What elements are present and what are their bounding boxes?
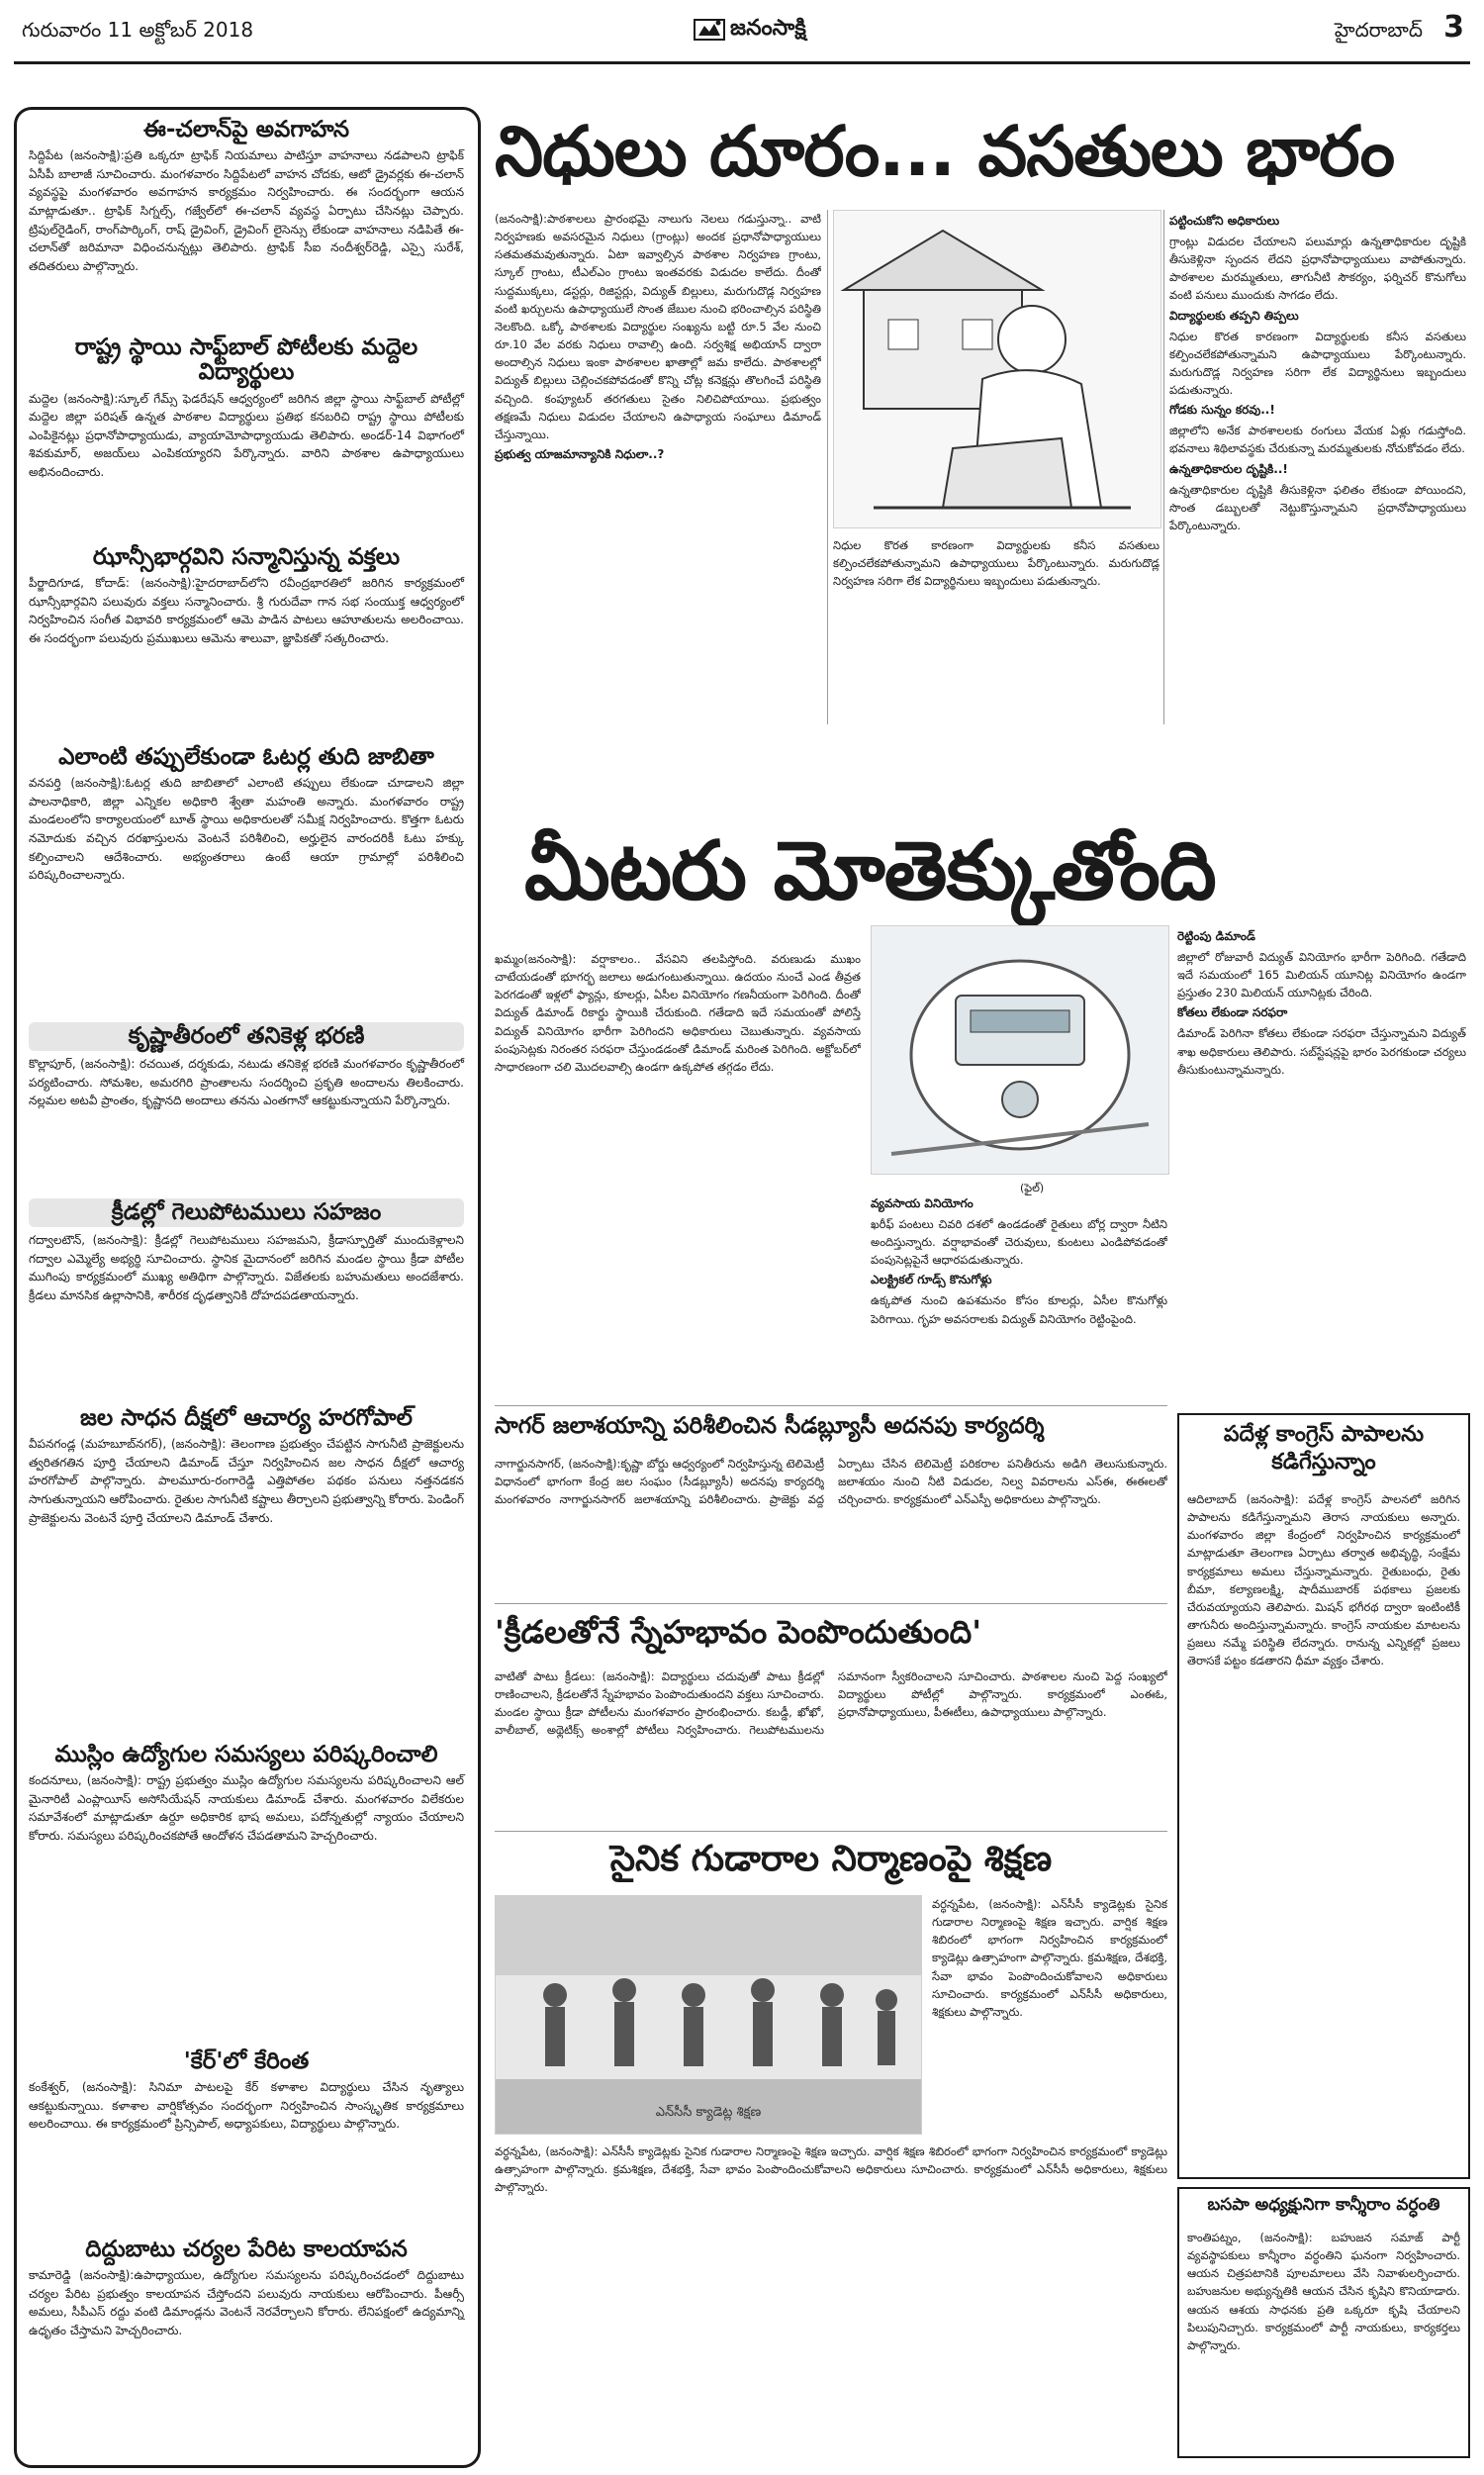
left-story-headline: ఎలాంటి తప్పులేకుండా ఓటర్ల తుది జాబితా <box>58 744 434 770</box>
ncc-headline: సైనిక గుడారాల నిర్మాణంపై శిక్షణ <box>609 1839 1053 1879</box>
section-divider <box>495 1831 1167 1832</box>
meter-subhead-2: ఎలక్ట్రికల్‌ గూడ్స్‌ కొనుగోళ్లు <box>871 1273 992 1287</box>
meter-photo <box>871 925 1169 1194</box>
masthead <box>0 0 1484 69</box>
sports-story-body: వాటితో పాటు క్రీడలు: (జనంసాక్షి): విద్యార్థులు చదువుతో పాటు క్రీడల్లో రాణించాలని, క్రీడలతోనే స్నేహభావం పెంపొందుతుందని వక్తలు సూచించారు. మండల స్థాయి క్రీడా పోటీలను మంగళవారం ప్రారంభించారు. కబడ్డీ, ఖోఖో, వాలీబాల్‌, అథ్లెటిక్స్‌ అంశాల్లో పోటీలు నిర్వహించారు. గెలుపోటములను సమానంగా స్వీకరించాలని సూచించారు. పాఠశాలల నుంచి పెద్ద సంఖ్యలో విద్యార్థులు పోటీల్లో పాల్గొన్నారు. కార్యక్రమంలో ఎంఈఓ, ప్రధానోపాధ్యాయులు, పీఈటీలు, ఉపాధ్యాయులు పాల్గొన్నారు. <box>495 1669 1167 1738</box>
kanshiram-story-body: కాంతిపట్నం, (జనంసాక్షి): బహుజన సమాజ్‌ పార్టీ వ్యవస్థాపకులు కాన్శీరాం వర్ధంతిని ఘనంగా నిర్వహించారు. ఆయన చిత్రపటానికి పూలమాలలు వేసి నివాళులర్పించారు. బహుజనుల అభ్యున్నతికి ఆయన చేసిన కృషిని కొనియాడారు. ఆయన ఆశయ సాధనకు ప్రతి ఒక్కరూ కృషి చేయాలని పిలుపునిచ్చారు. కార్యక్రమంలో పార్టీ నాయకులు, కార్యకర్తలు పాల్గొన్నారు. <box>1187 2231 1460 2352</box>
sports-story-text <box>495 1667 1167 1826</box>
lead-subhead-2-body: నిధుల కొరత కారణంగా విద్యార్థులకు కనీస వసతులు కల్పించలేకపోతున్నామని ఉపాధ్యాయులు పేర్కొంటున్నారు. మరుగుదొడ్ల నిర్వహణ సరిగా లేక విద్యార్థినులు ఇబ్బందులు పడుతున్నారు. <box>1169 329 1466 398</box>
lead-subhead-1: పట్టించుకోని అధికారులు <box>1169 214 1280 228</box>
sagar-story-body: నాగార్జునసాగర్‌, (జనంసాక్షి):కృష్ణా బోర్డు ఆధ్వర్యంలో నిర్వహిస్తున్న టెలిమెట్రీ విధానంలో భాగంగా కేంద్ర జల సంఘం (సీడబ్ల్యూసీ) అదనపు కార్యదర్శి మంగళవారం నాగార్జునసాగర్‌ జలాశయాన్ని పరిశీలించారు. ప్రాజెక్టు వద్ద ఏర్పాటు చేసిన టెలిమెట్రీ పరికరాల పనితీరును అడిగి తెలుసుకున్నారు. జలాశయం నుంచి నీటి విడుదల, నిల్వ వివరాలను ఎస్‌ఈ, ఈఈలతో చర్చించారు. కార్యక్రమంలో ఎన్‌ఎస్పీ అధికారులు పాల్గొన్నారు. <box>495 1457 1167 1507</box>
section-divider <box>495 1603 1167 1604</box>
issue-date: గురువారం 11 అక్టోబర్‌ 2018 <box>22 18 254 42</box>
congress-story-body: ఆదిలాబాద్‌ (జనంసాక్షి): పదేళ్ల కాంగ్రెస్‌ పాలనలో జరిగిన పాపాలను కడిగేస్తున్నామని తెరాస నాయకులు అన్నారు. మంగళవారం జిల్లా కేంద్రంలో నిర్వహించిన కార్యక్రమంలో మాట్లాడుతూ తెలంగాణ ఏర్పాటు తర్వాత అభివృద్ధి, సంక్షేమ కార్యక్రమాలు అమలు చేస్తున్నామన్నారు. రైతుబంధు, రైతు బీమా, కల్యాణలక్ష్మి, షాదీముబారక్‌ పథకాలు ప్రజలకు చేరువయ్యాయని తెలిపారు. మిషన్‌ భగీరథ ద్వారా ఇంటింటికీ తాగునీరు అందిస్తున్నామన్నారు. కాంగ్రెస్‌ నాయకుల మాటలను ప్రజలు నమ్మే పరిస్థితి లేదన్నారు. రానున్న ఎన్నికల్లో ప్రజలు తెరాసకే పట్టం కడతారని ధీమా వ్యక్తం చేశారు. <box>1187 1492 1460 1668</box>
left-story-10 <box>29 2237 464 2340</box>
logo-emblem-icon <box>693 14 726 44</box>
lead-subhead-4-body: ఉన్నతాధికారుల దృష్టికి తీసుకెళ్లినా ఫలితం లేకుండా పోయిందని, సొంత డబ్బులతో నెట్టుకొస్తున్నామని ప్రధానోపాధ్యాయులు పేర్కొంటున్నారు. <box>1169 482 1466 532</box>
paper-logo <box>693 10 841 49</box>
ncc-story-side <box>932 1895 1167 2133</box>
ncc-cadets-photo <box>496 1896 921 2134</box>
left-story-4 <box>29 745 464 885</box>
meter-story-body: ఖమ్మం(జనంసాక్షి): వర్షాకాలం.. వేసవిని తలపిస్తోంది. వరుణుడు ముఖం చాటేయడంతో భూగర్భ జలాలు అడుగంటుతున్నాయి. ఉదయం నుంచే ఎండ తీవ్రత పెరగడంతో ఇళ్లలో ఫ్యాన్లు, కూలర్లు, ఏసీల వినియోగం గణనీయంగా పెరిగింది. దీంతో విద్యుత్‌ డిమాండ్‌ రికార్డు స్థాయికి చేరుకుంది. గతేడాది ఇదే సమయంతో పోలిస్తే విద్యుత్‌ వినియోగం భారీగా పెరిగిందని అధికారులు చెబుతున్నారు. వ్యవసాయ పంపుసెట్లకు నిరంతర సరఫరా చేస్తుండడంతో డిమాండ్‌ మరింత పెరిగింది. అక్టోబర్‌లో సాధారణంగా చలి మొదలవాల్సి ఉండగా ఉక్కపోత తగ్గడం లేదు. <box>495 952 861 1074</box>
left-story-8 <box>29 1743 464 1846</box>
column-divider <box>1163 210 1164 724</box>
sagar-headline: సాగర్‌ జలాశయాన్ని పరిశీలించిన సీడబ్ల్యూసీ అదనపు కార్యదర్శి <box>495 1413 1045 1439</box>
page-number: 3 <box>1443 10 1464 45</box>
meter-story-side <box>1177 925 1466 1395</box>
left-story-headline: ఝాన్సీభార్గవిని సన్మానిస్తున్న వక్తలు <box>92 544 401 570</box>
left-story-9 <box>29 2049 464 2134</box>
left-story-headline: ఈ-చలాన్‌పై అవగాహన <box>142 117 350 143</box>
ncc-photo-label: ఎన్‌సీసీ క్యాడెట్ల శిక్షణ <box>655 2105 762 2120</box>
meter-subhead-1: వ్యవసాయ వినియోగం <box>871 1196 974 1210</box>
left-story-body: కొల్లాపూర్‌, (జనంసాక్షి): రచయిత, దర్శకుడు, నటుడు తనికెళ్ల భరణి మంగళవారం కృష్ణాతీరంలో పర్యటించారు. సోమశిల, అమరగిరి ప్రాంతాలను సందర్శించి ప్రకృతి అందాలను తిలకించారు. నల్లమల అటవీ ప్రాంతం, కృష్ణానది అందాలు తనను ఎంతగానో ఆకట్టుకున్నాయని పేర్కొన్నారు. <box>29 1057 464 1108</box>
ncc-photo <box>495 1895 922 2135</box>
lead-story-side <box>1169 210 1466 724</box>
left-story-headline: జల సాధన దీక్షలో ఆచార్య హరగోపాల్‌ <box>80 1405 413 1431</box>
left-story-body: మద్దెల (జనంసాక్షి):స్కూల్‌ గేమ్స్‌ ఫెడరేషన్‌ ఆధ్వర్యంలో జరిగిన జిల్లా స్థాయి సాఫ్ట్‌బాల్‌ పోటీల్లో మద్దెల జిల్లా పరిషత్‌ ఉన్నత పాఠశాల విద్యార్థులు ప్రతిభ కనబరిచి రాష్ట్ర స్థాయి పోటీలకు ఎంపికైనట్లు ప్రధానోపాధ్యాయుడు, వ్యాయామోపాధ్యాయుడు తెలిపారు. అండర్‌-14 విభాగంలో శివకుమార్‌, అజయ్‌లు ఎంపికయ్యారని పేర్కొన్నారు. వారిని పాఠశాల ఉపాధ్యాయులు అభినందించారు. <box>29 391 464 479</box>
lead-story-continued-body: నిధుల కొరత కారణంగా విద్యార్థులకు కనీస వసతులు కల్పించలేకపోతున్నామని ఉపాధ్యాయులు పేర్కొంటున్నారు. మరుగుదొడ్ల నిర్వహణ సరిగా లేక విద్యార్థినులు ఇబ్బందులు పడుతున్నారు. <box>833 538 1159 589</box>
lead-subhead-3: గోడకు సున్నం కరవు..! <box>1169 403 1275 418</box>
left-story-body: కందనూలు, (జనంసాక్షి): రాష్ట్ర ప్రభుత్వం ముస్లిం ఉద్యోగుల సమస్యలను పరిష్కరించాలని ఆల్‌ మైనారిటీ ఎంప్లాయీస్‌ అసోసియేషన్‌ నాయకులు డిమాండ్‌ చేశారు. మంగళవారం విలేకరుల సమావేశంలో మాట్లాడుతూ ఉర్దూ అధికారిక భాష అమలు, పదోన్నతుల్లో న్యాయం చేయాలని కోరారు. సమస్యలు పరిష్కరించకపోతే ఆందోళన చేపడతామని హెచ్చరించారు. <box>29 1773 464 1844</box>
left-story-1 <box>29 118 464 275</box>
lead-story-continued <box>833 536 1159 724</box>
left-story-body: కంకేశ్వర్‌, (జనంసాక్షి): సినిమా పాటలపై కేర్‌ కళాశాల విద్యార్థులు చేసిన నృత్యాలు ఆకట్టుకున్నాయి. కళాశాల వార్షికోత్సవం సందర్భంగా నిర్వహించిన సాంస్కృతిక కార్యక్రమాలు అలరించాయి. ఈ కార్యక్రమంలో ప్రిన్సిపాల్‌, అధ్యాపకులు, విద్యార్థులు పాల్గొన్నారు. <box>29 2080 464 2132</box>
left-story-headline: దిద్దుబాటు చర్యల పేరిట కాలయాపన <box>85 2237 408 2262</box>
left-story-body: పీర్జాదిగూడ, కోదాడ్‌: (జనంసాక్షి):హైదరాబాద్‌లోని రవీంద్రభారతిలో జరిగిన కార్యక్రమంలో ఝాన్సీభార్గవిని పలువురు వక్తలు సన్మానించారు. శ్రీ గురుదేవా గాన సభ సంయుక్త ఆధ్వర్యంలో నిర్వహించిన సంగీత విభావరి కార్యక్రమంలో ఆమె పాడిన పాటలు ఆహూతులను అలరించాయి. ఈ సందర్భంగా పలువురు ప్రముఖులు ఆమెను శాలువా, జ్ఞాపికతో సత్కరించారు. <box>29 576 464 646</box>
left-story-3 <box>29 545 464 648</box>
lead-story-body: (జనంసాక్షి):పాఠశాలలు ప్రారంభమై నాలుగు నెలలు గడుస్తున్నా.. వాటి నిర్వహణకు అవసరమైన నిధులు (గ్రాంట్లు) అందక ప్రధానోపాధ్యాయులు సతమతమవుతున్నారు. ఏటా ఇవ్వాల్సిన పాఠశాల నిర్వహణ గ్రాంటు, స్కూల్‌ గ్రాంటు, టీఎల్‌ఎం గ్రాంటు ఇంతవరకు విడుదల కాలేదు. దీంతో సుద్దముక్కలు, డస్టర్లు, రిజిస్టర్లు, విద్యుత్‌ బిల్లులు, మరుగుదొడ్ల నిర్వహణ వంటి ఖర్చులను ఉపాధ్యాయులే సొంత జేబుల నుంచి భరించాల్సిన పరిస్థితి నెలకొంది. ఒక్కో పాఠశాలకు విద్యార్థుల సంఖ్యను బట్టి రూ.5 వేల నుంచి రూ.10 వేల వరకు నిధులు రావాల్సి ఉంది. సర్వశిక్ష అభియాన్‌ ద్వారా అందాల్సిన నిధులు ఇంకా పాఠశాలల ఖాతాల్లో జమ కాలేదు. పాఠశాలల్లో విద్యుత్‌ బిల్లులు చెల్లించకపోవడంతో కొన్ని చోట్ల కనెక్షన్లు తొలగించే పరిస్థితి వచ్చింది. కంప్యూటర్‌ తరగతులు సైతం నిలిచిపోయాయి. ప్రభుత్వం తక్షణమే నిధులు విడుదల చేయాలని ఉపాధ్యాయ సంఘాలు డిమాండ్‌ చేస్తున్నాయి. <box>495 212 821 441</box>
left-story-7 <box>29 1406 464 1527</box>
column-divider <box>827 210 828 724</box>
kanshiram-headline: బసపా అధ్యక్షునిగా కాన్శీరాం వర్ధంతి <box>1207 2195 1440 2215</box>
lead-headline: నిధులు దూరం... వసతులు భారం <box>495 111 1395 192</box>
masthead-rule <box>14 61 1470 64</box>
lead-subhead-3-body: జిల్లాలోని అనేక పాఠశాలలకు రంగులు వేయక ఏళ్లు గడుస్తోంది. భవనాలు శిథిలావస్థకు చేరుకున్నా మరమ్మతులకు నోచుకోవడం లేదు. <box>1169 424 1466 456</box>
meter-subhead-4-body: డిమాండ్‌ పెరిగినా కోతలు లేకుండా సరఫరా చేస్తున్నామని విద్యుత్‌ శాఖ అధికారులు తెలిపారు. సబ్‌స్టేషన్లపై భారం పెరగకుండా చర్యలు తీసుకుంటున్నామన్నారు. <box>1177 1026 1466 1077</box>
congress-story-text <box>1187 1490 1460 2163</box>
meter-story-text <box>495 950 861 1395</box>
lead-subhead-1-body: గ్రాంట్లు విడుదల చేయాలని పలుమార్లు ఉన్నతాధికారుల దృష్టికి తీసుకెళ్లినా స్పందన లేదని ప్రధానోపాధ్యాయులు వాపోతున్నారు. పాఠశాలల మరమ్మతులు, తాగునీటి సౌకర్యం, ఫర్నిచర్‌ కొనుగోలు వంటి పనులు ముందుకు సాగడం లేదు. <box>1169 235 1466 303</box>
lead-cartoon-image <box>833 210 1161 528</box>
sports-headline: 'క్రీడలతోనే స్నేహభావం పెంపొందుతుంది' <box>495 1613 981 1651</box>
lead-story-text <box>495 210 821 724</box>
congress-headline: పదేళ్ల కాంగ్రెస్‌ పాపాలను కడిగేస్తున్నాం <box>1223 1422 1425 1475</box>
meter-photo-caption: (ఫైల్‌) <box>1020 1182 1045 1194</box>
kanshiram-box <box>1177 2187 1470 2458</box>
lead-subhead-4: ఉన్నతాధికారుల దృష్టికి..! <box>1169 461 1288 476</box>
ncc-story-text <box>495 2142 1167 2212</box>
meter-subhead-1-body: ఖరీఫ్‌ పంటలు చివరి దశలో ఉండడంతో రైతులు బోర్ల ద్వారా నీటిని అందిస్తున్నారు. వర్షాభావంతో చెరువులు, కుంటలు ఎండిపోవడంతో పంపుసెట్లపైనే ఆధారపడుతున్నారు. <box>871 1217 1167 1268</box>
left-story-headline: 'కేర్‌'లో కేరింత <box>183 2048 310 2074</box>
left-story-body: వనపర్తి (జనంసాక్షి):ఓటర్ల తుది జాబితాలో ఎలాంటి తప్పులు లేకుండా చూడాలని జిల్లా పాలనాధికారి, జిల్లా ఎన్నికల అధికారి శ్వేతా మహంతి అన్నారు. మంగళవారం రాష్ట్ర మండలంలోని కార్యాలయంలో బూత్‌ స్థాయి అధికారులతో సమీక్ష నిర్వహించారు. కొత్తగా ఓటరు నమోదుకు వచ్చిన దరఖాస్తులను వెంటనే పరిశీలించి, అర్హులైన వారందరికీ ఓటు హక్కు కల్పించాలని ఆదేశించారు. అభ్యంతరాలు ఉంటే ఆయా గ్రామాల్లో పరిశీలించి పరిష్కరించాలన్నారు. <box>29 776 464 883</box>
cartoon-illustration <box>834 211 1160 527</box>
meter-subhead-4: కోతలు లేకుండా సరఫరా <box>1177 1005 1288 1020</box>
meter-subhead-3-body: జిల్లాలో రోజువారీ విద్యుత్‌ వినియోగం భారీగా పెరిగింది. గతేడాది ఇదే సమయంలో 165 మిలియన్‌ యూనిట్ల వినియోగం ఉండగా ప్రస్తుతం 230 మిలియన్‌ యూనిట్లకు చేరింది. <box>1177 950 1466 1000</box>
left-story-headline: కృష్ణాతీరంలో తనికెళ్ల భరణి <box>29 1022 464 1051</box>
ncc-story-side-body: వర్ధన్నపేట, (జనంసాక్షి): ఎన్‌సీసీ క్యాడెట్లకు సైనిక గుడారాల నిర్మాణంపై శిక్షణ ఇచ్చారు. వార్షిక శిక్షణ శిబిరంలో భాగంగా నిర్వహించిన కార్యక్రమంలో క్యాడెట్లు ఉత్సాహంగా పాల్గొన్నారు. క్రమశిక్షణ, దేశభక్తి, సేవా భావం పెంపొందించుకోవాలని అధికారులు సూచించారు. కార్యక్రమంలో ఎన్‌సీసీ అధికారులు, శిక్షకులు పాల్గొన్నారు. <box>932 1897 1167 2019</box>
left-news-column <box>14 107 481 2468</box>
left-story-6 <box>29 1198 464 1305</box>
kanshiram-story-text <box>1187 2229 1460 2446</box>
meter-headline: మీటరు మోతెక్కుతోంది <box>524 824 1216 918</box>
meter-story-middle <box>871 1192 1167 1395</box>
edition-city: హైదరాబాద్‌ <box>1334 18 1423 42</box>
sagar-story-text <box>495 1455 1167 1593</box>
left-story-5 <box>29 1022 464 1110</box>
lead-subhead: ప్రభుత్వ యాజమాన్యానికి నిధులా..? <box>495 447 665 462</box>
left-story-body: గద్వాలటౌన్‌, (జనంసాక్షి): క్రీడల్లో గెలుపోటములు సహజమని, క్రీడాస్ఫూర్తితో ముందుకెళ్లాలని గద్వాల ఎమ్మెల్యే అభ్యర్థి సూచించారు. స్థానిక మైదానంలో జరిగిన మండల స్థాయి క్రీడా పోటీల ముగింపు కార్యక్రమంలో ముఖ్య అతిథిగా పాల్గొన్నారు. విజేతలకు బహుమతులు అందజేశారు. క్రీడలు మానసిక ఉల్లాసానికి, శారీరక దృఢత్వానికి దోహదపడతాయన్నారు. <box>29 1233 464 1303</box>
meter-subhead-3: రెట్టింపు డిమాండ్‌ <box>1177 929 1255 943</box>
ncc-story-body: వర్ధన్నపేట, (జనంసాక్షి): ఎన్‌సీసీ క్యాడెట్లకు సైనిక గుడారాల నిర్మాణంపై శిక్షణ ఇచ్చారు. వార్షిక శిక్షణ శిబిరంలో భాగంగా నిర్వహించిన కార్యక్రమంలో క్యాడెట్లు ఉత్సాహంగా పాల్గొన్నారు. క్రమశిక్షణ, దేశభక్తి, సేవా భావం పెంపొందించుకోవాలని అధికారులు సూచించారు. కార్యక్రమంలో ఎన్‌సీసీ అధికారులు, శిక్షకులు పాల్గొన్నారు. <box>495 2144 1167 2195</box>
left-story-body: కామారెడ్డి (జనంసాక్షి):ఉపాధ్యాయుల, ఉద్యోగుల సమస్యలను పరిష్కరించడంలో దిద్దుబాటు చర్యల పేరిట ప్రభుత్వం కాలయాపన చేస్తోందని పలువురు నాయకులు ఆరోపించారు. పీఆర్సీ అమలు, సీపీఎస్‌ రద్దు వంటి డిమాండ్లను వెంటనే నెరవేర్చాలని కోరారు. లేనిపక్షంలో ఉద్యమాన్ని ఉధృతం చేస్తామని హెచ్చరించారు. <box>29 2268 464 2338</box>
electric-meter-icon <box>872 926 1168 1174</box>
left-story-2 <box>29 335 464 482</box>
section-divider <box>495 1405 1167 1406</box>
paper-name: జనంసాక్షి <box>730 16 806 41</box>
left-story-headline: రాష్ట్ర స్థాయి సాఫ్ట్‌బాల్‌ పోటీలకు మద్దెల విద్యార్థులు <box>74 334 418 386</box>
congress-box <box>1177 1413 1470 2179</box>
left-story-body: సిద్దిపేట (జనంసాక్షి):ప్రతి ఒక్కరూ ట్రాఫిక్‌ నియమాలు పాటిస్తూ వాహనాలు నడపాలని ట్రాఫిక్‌ ఏసీపీ బాలాజీ సూచించారు. మంగళవారం సిద్దిపేటలో వాహన చోదకు, ఆటో డ్రైవర్లకు ఈ-చలాన్‌ వ్యవస్థపై మంగళవారం అవగాహన కార్యక్రమం నిర్వహించారు. ఈ సందర్భంగా ఆయన మాట్లాడుతూ.. ట్రాఫిక్‌ సిగ్నల్స్‌, గజ్వేల్‌లో ఈ-చలాన్‌ వ్యవస్థ ఏర్పాటు చేసినట్లు చెప్పారు. ట్రిపుల్‌రైడింగ్‌, రాంగ్‌పార్కింగ్‌, రాష్‌ డ్రైవింగ్‌, డ్రైవింగ్‌ లైసెన్సు లేకుండా వాహనాలు నడిపితే ఈ-చలాన్‌తో జరిమానా విధించనున్నట్లు తెలిపారు. ట్రాఫిక్‌ సీఐ నందీశ్వర్‌రెడ్డి, ఎస్సై సురేశ్‌, తదితరులు పాల్గొన్నారు. <box>29 148 464 273</box>
left-story-headline: క్రీడల్లో గెలుపోటములు సహజం <box>29 1198 464 1227</box>
left-story-body: వీపనగండ్ల (మహబూబ్‌నగర్‌), (జనంసాక్షి): తెలంగాణ ప్రభుత్వం చేపట్టిన సాగునీటి ప్రాజెక్టులను త్వరితగతిన పూర్తి చేయాలని డిమాండ్‌ చేస్తూ నిర్వహించిన జల సాధన దీక్షలో ఆచార్య హరగోపాల్‌ పాల్గొన్నారు. పాలమూరు-రంగారెడ్డి ఎత్తిపోతల పథకం పనులు నత్తనడకన సాగుతున్నాయని ఆరోపించారు. రైతుల సాగునీటి కష్టాలు తీర్చాలని ప్రభుత్వాన్ని కోరారు. పెండింగ్‌ ప్రాజెక్టులను వెంటనే పూర్తి చేయాలని డిమాండ్‌ చేశారు. <box>29 1437 464 1525</box>
left-story-headline: ముస్లిం ఉద్యోగుల సమస్యలు పరిష్కరించాలి <box>54 1742 438 1767</box>
meter-subhead-2-body: ఉక్కపోత నుంచి ఉపశమనం కోసం కూలర్లు, ఏసీల కొనుగోళ్లు పెరిగాయి. గృహ అవసరాలకు విద్యుత్‌ వినియోగం రెట్టింపైంది. <box>871 1293 1167 1326</box>
lead-subhead-2: విద్యార్థులకు తప్పని తిప్పలు <box>1169 308 1299 323</box>
